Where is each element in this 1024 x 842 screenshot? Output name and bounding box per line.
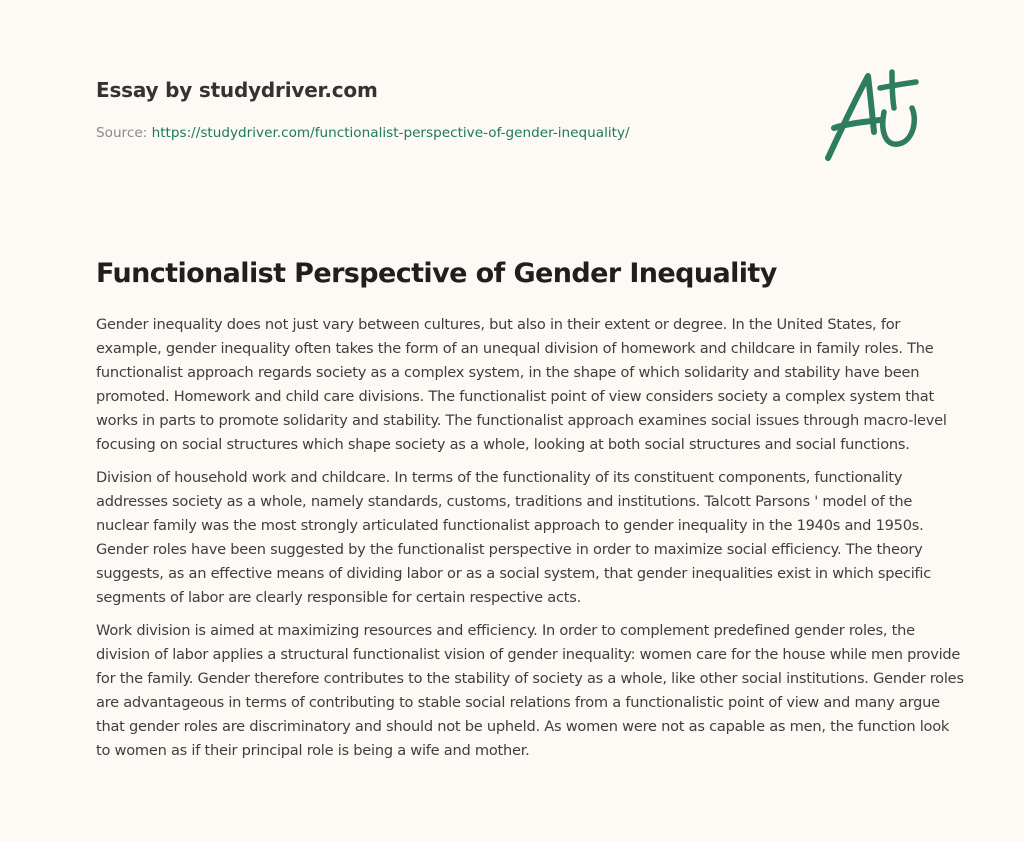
essay-body — [96, 313, 966, 772]
source-label: Source: — [96, 125, 148, 141]
source-link[interactable]: https://studydriver.com/functionalist-perspective-of-gender-inequality/ — [151, 125, 630, 141]
source-line — [96, 124, 796, 142]
essay-title: Functionalist Perspective of Gender Inequality — [96, 258, 777, 289]
essay-header — [96, 76, 796, 142]
paragraph: Work division is aimed at maximizing resources and efficiency. In order to complement predefined gender roles, the division of labor applies a structural functionalist vision of gender inequality: women care for the house while men provide for the family. Gender therefore contributes to the stability of society as a whole, like other social institutions. Gender roles are advantageous in terms of contributing to stable social relations from a functionalistic point of view and many argue that gender roles are discriminatory and should not be upheld. As women were not as capable as men, the function look to women as if their principal role is being a wife and mother. — [96, 622, 964, 759]
site-title: Essay by studydriver.com — [96, 78, 378, 102]
paragraph: Division of household work and childcare. In terms of the functionality of its constituent components, functionality addresses society as a whole, namely standards, customs, traditions and institutions. Talcott Parsons ' model of the nuclear family was the most strongly articulated functionalist approach to gender inequality in the 1940s and 1950s. Gender roles have been suggested by the functionalist perspective in order to maximize social efficiency. The theory suggests, as an effective means of dividing labor or as a social system, that gender inequalities exist in which specific segments of labor are clearly responsible for certain respective acts. — [96, 469, 931, 606]
paragraph: Gender inequality does not just vary between cultures, but also in their extent or degree. In the United States, for example, gender inequality often takes the form of an unequal division of homework and childcare in family roles. The functionalist approach regards society as a complex system, in the shape of which solidarity and stability have been promoted. Homework and child care divisions. The functionalist point of view considers society a complex system that works in parts to promote solidarity and stability. The functionalist approach examines social issues through macro-level focusing on social structures which shape society as a whole, looking at both social structures and social functions. — [96, 316, 947, 453]
a-plus-grade-icon — [820, 62, 932, 170]
